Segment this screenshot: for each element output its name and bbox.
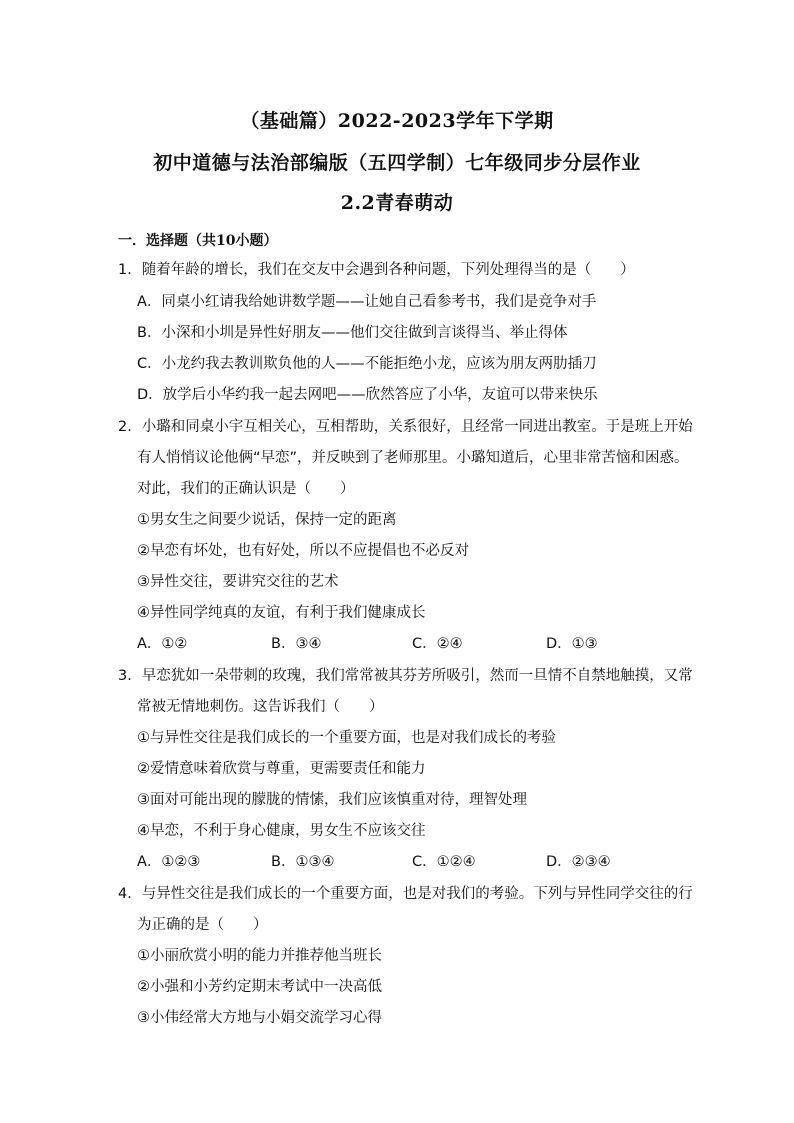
question-3-statement-2: ②爱情意味着欣赏与尊重，更需要责任和能力	[137, 761, 426, 777]
question-3-stem-line-1: 3．早恋犹如一朵带刺的玫瑰，我们常常被其芬芳所吸引，然而一旦情不自禁地触摸，又常	[118, 668, 693, 684]
question-2-statement-4: ④异性同学纯真的友谊，有利于我们健康成长	[137, 605, 426, 621]
question-3-statement-3: ③面对可能出现的朦胧的情愫，我们应该慎重对待，理智处理	[137, 792, 527, 808]
section-heading: 一．选择题（共10小题）	[118, 233, 278, 249]
question-4-stem-line-2: 为正确的是（ ）	[137, 917, 268, 933]
title-line-3: 2.2青春萌动	[340, 192, 454, 214]
question-4-stem-line-1: 4．与异性交往是我们成长的一个重要方面，也是对我们的考验。下列与异性同学交往的行	[118, 886, 693, 902]
question-3-stem-line-2: 常被无情地刺伤。这告诉我们（ ）	[137, 699, 384, 715]
question-2-statement-2: ②早恋有坏处，也有好处，所以不应提倡也不必反对	[137, 543, 469, 559]
question-3-statement-1: ①与异性交往是我们成长的一个重要方面，也是对我们成长的考验	[137, 730, 556, 746]
question-2-statement-3: ③异性交往，要讲究交往的艺术	[137, 574, 339, 590]
question-1-option-b: B．小深和小圳是异性好朋友——他们交往做到言谈得当、举止得体	[137, 325, 568, 341]
question-3-choice-d: D．②③④	[546, 854, 611, 870]
question-4-statement-2: ②小强和小芳约定期末考试中一决高低	[137, 979, 382, 995]
question-2-choice-b: B．③④	[271, 636, 322, 652]
question-2-stem-line-1: 2．小璐和同桌小宇互相关心，互相帮助，关系很好，且经常一同进出教室。于是班上开始	[118, 419, 693, 435]
question-3-statement-4: ④早恋，不利于身心健康，男女生不应该交往	[137, 823, 426, 839]
question-3-choice-a: A．①②③	[137, 854, 201, 870]
question-2-choice-c: C．②④	[412, 636, 463, 652]
question-2-stem-line-3: 对此，我们的正确认识是（ ）	[137, 481, 355, 497]
question-3-choice-b: B．①③④	[271, 854, 335, 870]
question-1-option-c: C．小龙约我去教训欺负他的人——不能拒绝小龙，应该为朋友两肋插刀	[137, 356, 597, 372]
question-4-statement-3: ③小伟经常大方地与小娟交流学习心得	[137, 1010, 382, 1026]
question-1-option-d: D．放学后小华约我一起去网吧——欣然答应了小华，友谊可以带来快乐	[137, 387, 598, 403]
question-2-stem-line-2: 有人悄悄议论他俩“早恋”，并反映到了老师那里。小璐知道后，心里非常苦恼和困惑。	[137, 450, 689, 466]
title-line-1: （基础篇）2022-2023学年下学期	[240, 110, 554, 132]
question-2-statement-1: ①男女生之间要少说话，保持一定的距离	[137, 512, 397, 528]
question-3-choice-c: C．①②④	[412, 854, 476, 870]
title-line-2: 初中道德与法治部编版（五四学制）七年级同步分层作业	[153, 152, 641, 174]
question-1-option-a: A．同桌小红请我给她讲数学题——让她自己看参考书，我们是竞争对手	[137, 294, 597, 310]
question-2-choice-a: A．①②	[137, 636, 188, 652]
question-4-statement-1: ①小丽欣赏小明的能力并推荐他当班长	[137, 948, 382, 964]
question-2-choice-d: D．①③	[546, 636, 598, 652]
question-1-stem: 1．随着年龄的增长，我们在交友中会遇到各种问题，下列处理得当的是（ ）	[118, 262, 635, 278]
